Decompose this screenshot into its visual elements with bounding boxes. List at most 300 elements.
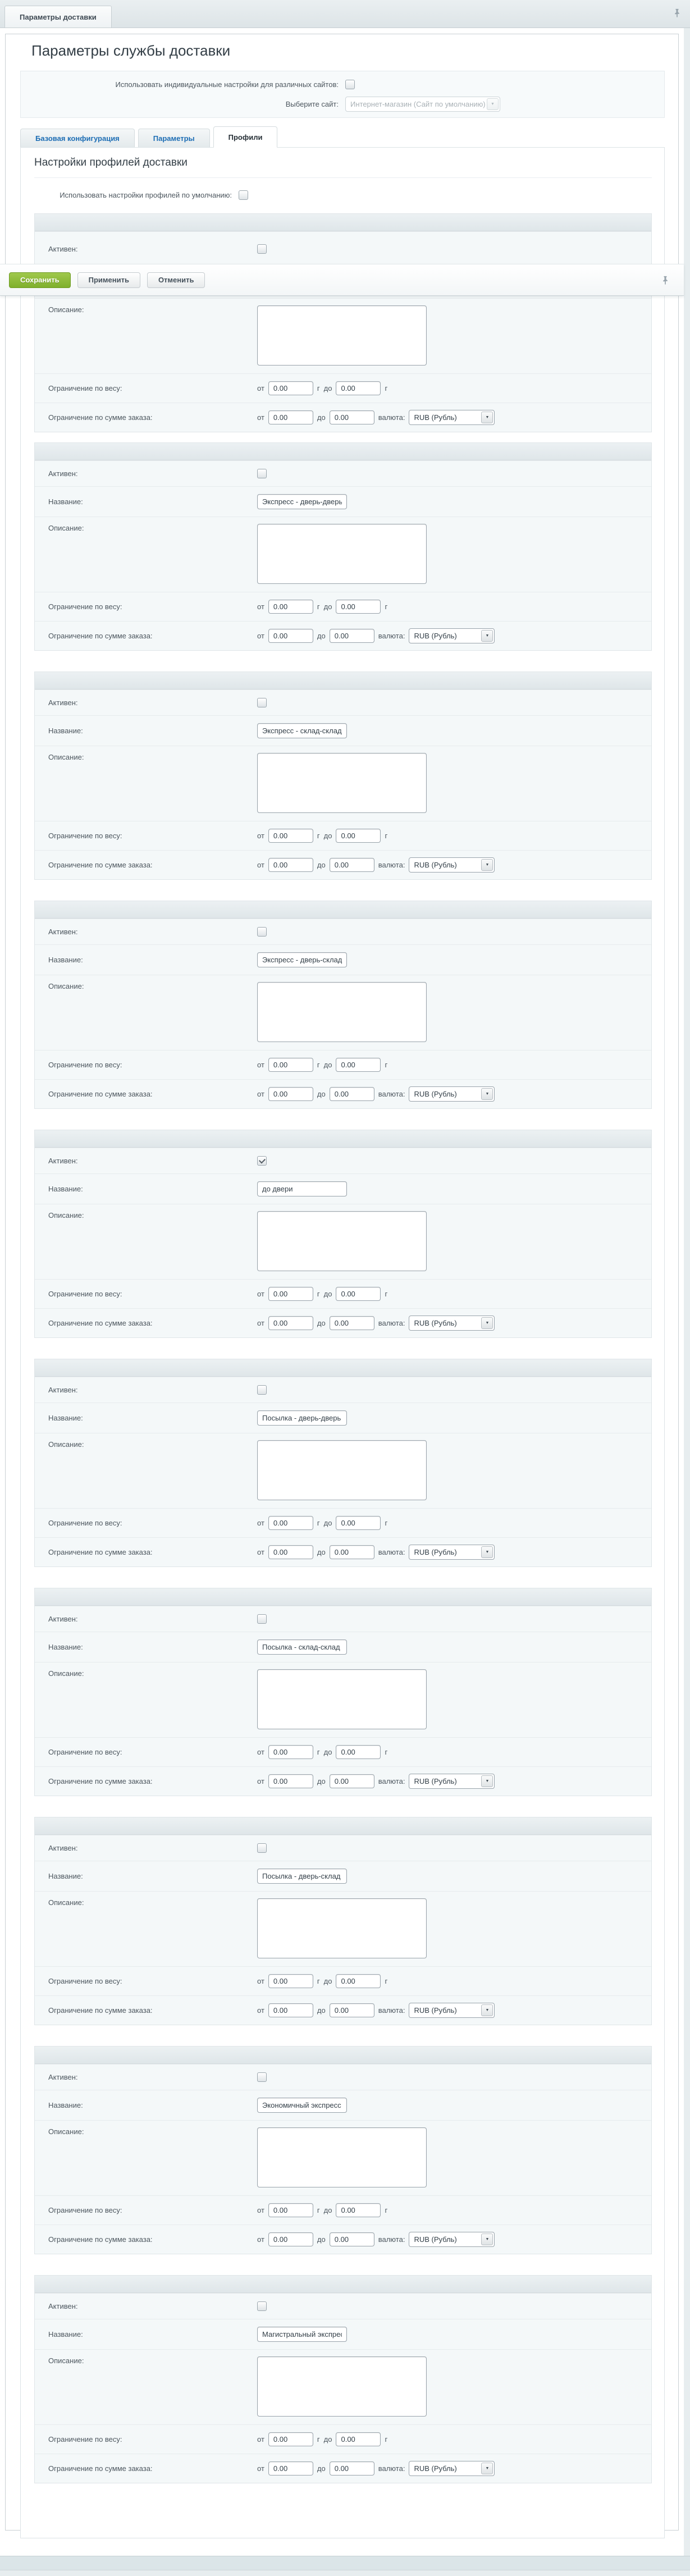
weight-label: Ограничение по весу:	[48, 1977, 122, 1985]
sum-to-input[interactable]	[330, 1545, 374, 1559]
profiles-list	[34, 213, 652, 2483]
weight-unit-label: г	[317, 384, 320, 392]
profile-description-row	[35, 517, 651, 592]
profile-description-textarea[interactable]	[257, 305, 427, 366]
to-label: до	[317, 1090, 326, 1098]
weight-from-input[interactable]	[268, 1287, 313, 1301]
profile-defaults-row	[21, 178, 664, 212]
profile-description-textarea[interactable]	[257, 524, 427, 584]
currency-select-value: RUB (Рубль)	[414, 1090, 457, 1098]
sum-to-input[interactable]	[330, 629, 374, 643]
profile-name-input[interactable]	[257, 1181, 347, 1196]
to-label: до	[317, 1319, 326, 1327]
profile-section	[34, 901, 652, 1109]
order-sum-label: Ограничение по сумме заказа:	[48, 1319, 153, 1327]
to-label: до	[317, 861, 326, 869]
weight-from-input[interactable]	[268, 2432, 313, 2446]
profile-order-sum-row	[35, 1766, 651, 1796]
weight-to-input[interactable]	[336, 381, 381, 395]
sum-from-input[interactable]	[268, 2461, 313, 2475]
top-tab-delivery-params[interactable]	[4, 6, 112, 28]
profile-weight-row	[35, 1279, 651, 1308]
weight-unit-label: г	[385, 832, 388, 840]
active-label: Активен:	[48, 1615, 78, 1623]
individual-settings-checkbox[interactable]	[345, 80, 355, 89]
order-sum-label: Ограничение по сумме заказа:	[48, 2235, 153, 2244]
from-label: от	[257, 1519, 264, 1527]
currency-select[interactable]	[409, 628, 495, 643]
currency-select[interactable]	[409, 1316, 495, 1331]
to-label: до	[317, 2235, 326, 2244]
profile-name-row	[35, 1173, 651, 1204]
profile-order-sum-row	[35, 1995, 651, 2025]
order-sum-label: Ограничение по сумме заказа:	[48, 2464, 153, 2473]
profile-section-header	[35, 214, 651, 231]
to-label: до	[323, 602, 332, 611]
from-label: от	[257, 2206, 264, 2214]
description-label: Описание:	[48, 524, 84, 532]
active-label: Активен:	[48, 469, 78, 478]
profile-active-checkbox[interactable]	[257, 927, 267, 937]
sum-to-input[interactable]	[330, 858, 374, 872]
weight-from-input[interactable]	[268, 1058, 313, 1072]
order-sum-label: Ограничение по сумме заказа:	[48, 632, 153, 640]
chevron-down-icon: ▼	[481, 859, 493, 871]
profile-name-row	[35, 1632, 651, 1662]
from-label: от	[257, 2464, 264, 2473]
profile-description-textarea[interactable]	[257, 982, 427, 1042]
tab-profiles[interactable]: Профили	[213, 126, 278, 148]
from-label: от	[257, 2235, 264, 2244]
currency-select[interactable]	[409, 2232, 495, 2247]
weight-unit-label: г	[385, 1748, 388, 1756]
currency-label: валюта:	[378, 1777, 405, 1785]
profile-name-input[interactable]	[257, 952, 347, 967]
profile-section-header	[35, 2047, 651, 2064]
to-label: до	[317, 413, 326, 422]
weight-to-input[interactable]	[336, 1974, 381, 1988]
weight-to-input[interactable]	[336, 829, 381, 843]
name-label: Название:	[48, 1185, 83, 1193]
currency-label: валюта:	[378, 413, 405, 422]
weight-unit-label: г	[385, 1061, 388, 1069]
weight-unit-label: г	[317, 1748, 320, 1756]
order-sum-label: Ограничение по сумме заказа:	[48, 2006, 153, 2015]
to-label: до	[323, 2435, 332, 2443]
description-label: Описание:	[48, 1440, 84, 1449]
weight-from-input[interactable]	[268, 1516, 313, 1530]
profile-section-header	[35, 672, 651, 689]
name-label: Название:	[48, 1643, 83, 1651]
currency-select-value: RUB (Рубль)	[414, 861, 457, 869]
order-sum-label: Ограничение по сумме заказа:	[48, 1777, 153, 1785]
currency-select-value: RUB (Рубль)	[414, 2235, 457, 2244]
currency-select[interactable]	[409, 410, 495, 425]
name-label: Название:	[48, 727, 83, 735]
profile-active-row	[35, 2064, 651, 2090]
description-label: Описание:	[48, 1211, 84, 1220]
currency-label: валюта:	[378, 2464, 405, 2473]
from-label: от	[257, 1748, 264, 1756]
sum-to-input[interactable]	[330, 1774, 374, 1788]
profile-order-sum-row	[35, 1308, 651, 1337]
from-label: от	[257, 2006, 264, 2015]
cancel-button[interactable]: Отменить	[147, 272, 205, 288]
profile-active-checkbox[interactable]	[257, 698, 267, 707]
profile-name-row	[35, 944, 651, 975]
chevron-down-icon: ▼	[481, 1317, 493, 1329]
to-label: до	[323, 832, 332, 840]
currency-select[interactable]	[409, 2461, 495, 2476]
bottom-bar	[0, 2556, 690, 2570]
from-label: от	[257, 1319, 264, 1327]
weight-label: Ограничение по весу:	[48, 1748, 122, 1756]
chevron-down-icon: ▼	[487, 98, 499, 110]
order-sum-label: Ограничение по сумме заказа:	[48, 1548, 153, 1556]
profile-section	[34, 442, 652, 651]
profile-description-row	[35, 746, 651, 821]
from-label: от	[257, 1090, 264, 1098]
weight-unit-label: г	[385, 1519, 388, 1527]
profile-name-input[interactable]	[257, 1869, 347, 1884]
profile-active-row	[35, 1835, 651, 1861]
profile-name-row	[35, 486, 651, 517]
weight-from-input[interactable]	[268, 381, 313, 395]
weight-unit-label: г	[317, 1977, 320, 1985]
name-label: Название:	[48, 956, 83, 964]
site-select	[345, 97, 500, 112]
sum-to-input[interactable]	[330, 2232, 374, 2246]
individual-settings-row	[21, 75, 664, 94]
save-button[interactable]: Сохранить	[9, 272, 71, 288]
profile-active-row	[35, 1377, 651, 1403]
to-label: до	[317, 1548, 326, 1556]
profile-name-row	[35, 715, 651, 746]
from-label: от	[257, 384, 264, 392]
weight-to-input[interactable]	[336, 1058, 381, 1072]
currency-label: валюта:	[378, 861, 405, 869]
order-sum-label: Ограничение по сумме заказа:	[48, 413, 153, 422]
currency-select-value: RUB (Рубль)	[414, 1548, 457, 1556]
currency-label: валюта:	[378, 1090, 405, 1098]
currency-select-value: RUB (Рубль)	[414, 1777, 457, 1785]
profile-description-row	[35, 1891, 651, 1966]
sum-from-input[interactable]	[268, 2232, 313, 2246]
profile-active-checkbox[interactable]	[257, 1843, 267, 1853]
name-label: Название:	[48, 2330, 83, 2339]
sum-to-input[interactable]	[330, 1087, 374, 1101]
currency-label: валюта:	[378, 1548, 405, 1556]
site-select-value: Интернет-магазин (Сайт по умолчанию)	[350, 100, 486, 108]
active-label: Активен:	[48, 928, 78, 936]
name-label: Название:	[48, 1872, 83, 1880]
profile-name-input[interactable]	[257, 723, 347, 738]
profile-weight-row	[35, 373, 651, 403]
to-label: до	[317, 2464, 326, 2473]
currency-select-value: RUB (Рубль)	[414, 2464, 457, 2473]
profile-description-textarea[interactable]	[257, 1898, 427, 1958]
active-label: Активен:	[48, 2073, 78, 2081]
weight-from-input[interactable]	[268, 2203, 313, 2217]
sum-from-input[interactable]	[268, 1087, 313, 1101]
weight-unit-label: г	[385, 1290, 388, 1298]
weight-label: Ограничение по весу:	[48, 1519, 122, 1527]
from-label: от	[257, 2435, 264, 2443]
profile-defaults-label: Использовать настройки профилей по умолчанию:	[60, 190, 232, 199]
toolbar-pin-icon[interactable]	[661, 276, 669, 285]
site-settings-box	[20, 71, 665, 118]
weight-unit-label: г	[385, 2206, 388, 2214]
to-label: до	[323, 384, 332, 392]
weight-unit-label: г	[317, 2435, 320, 2443]
weight-to-input[interactable]	[336, 600, 381, 614]
profile-section	[34, 1359, 652, 1567]
active-label: Активен:	[48, 245, 78, 253]
chevron-down-icon: ▼	[481, 1546, 493, 1558]
profile-active-checkbox[interactable]	[257, 244, 267, 254]
individual-settings-label: Использовать индивидуальные настройки для различных сайтов:	[115, 80, 339, 89]
chevron-down-icon: ▼	[481, 1775, 493, 1787]
profile-description-textarea[interactable]	[257, 1669, 427, 1729]
active-label: Активен:	[48, 698, 78, 707]
currency-select[interactable]	[409, 1545, 495, 1560]
tab-parameters[interactable]: Параметры	[138, 129, 210, 147]
to-label: до	[323, 1519, 332, 1527]
weight-unit-label: г	[317, 1519, 320, 1527]
chevron-down-icon: ▼	[481, 2463, 493, 2474]
profile-weight-row	[35, 1508, 651, 1537]
description-label: Описание:	[48, 2127, 84, 2136]
sum-from-input[interactable]	[268, 1774, 313, 1788]
from-label: от	[257, 832, 264, 840]
profile-defaults-checkbox[interactable]	[239, 190, 248, 200]
to-label: до	[317, 1777, 326, 1785]
weight-label: Ограничение по весу:	[48, 1290, 122, 1298]
site-select-row	[21, 94, 664, 114]
chevron-down-icon: ▼	[481, 630, 493, 642]
to-label: до	[323, 2206, 332, 2214]
profile-active-row	[35, 689, 651, 715]
page-title: Параметры службы доставки	[31, 42, 231, 59]
weight-label: Ограничение по весу:	[48, 602, 122, 611]
profile-section	[34, 2046, 652, 2254]
weight-unit-label: г	[385, 1977, 388, 1985]
profile-active-row	[35, 919, 651, 944]
sum-to-input[interactable]	[330, 2003, 374, 2017]
active-label: Активен:	[48, 2302, 78, 2310]
profile-active-row	[35, 2293, 651, 2319]
profile-section	[34, 1588, 652, 1796]
profile-active-checkbox[interactable]	[257, 1614, 267, 1624]
currency-label: валюта:	[378, 2235, 405, 2244]
from-label: от	[257, 1548, 264, 1556]
profile-name-input[interactable]	[257, 1639, 347, 1655]
weight-unit-label: г	[385, 384, 388, 392]
to-label: до	[323, 1290, 332, 1298]
profile-active-row	[35, 460, 651, 486]
profiles-tab-content	[20, 147, 665, 2538]
profile-description-textarea[interactable]	[257, 753, 427, 813]
profile-section-header	[35, 1588, 651, 1606]
profile-description-row	[35, 1433, 651, 1508]
profile-section	[34, 672, 652, 880]
weight-label: Ограничение по весу:	[48, 832, 122, 840]
profile-name-input[interactable]	[257, 2098, 347, 2113]
from-label: от	[257, 632, 264, 640]
profile-name-row	[35, 2319, 651, 2349]
currency-select-value: RUB (Рубль)	[414, 632, 457, 640]
to-label: до	[323, 1061, 332, 1069]
chevron-down-icon: ▼	[481, 2004, 493, 2016]
currency-select[interactable]	[409, 1774, 495, 1789]
sum-to-input[interactable]	[330, 2461, 374, 2475]
profile-weight-row	[35, 2424, 651, 2454]
profile-section	[34, 1130, 652, 1338]
weight-unit-label: г	[317, 1061, 320, 1069]
site-select-label: Выберите сайт:	[285, 100, 339, 108]
weight-from-input[interactable]	[268, 829, 313, 843]
profile-active-row	[35, 231, 651, 266]
currency-label: валюта:	[378, 2006, 405, 2015]
profile-weight-row	[35, 821, 651, 850]
profile-active-checkbox[interactable]	[257, 2072, 267, 2082]
profile-description-textarea[interactable]	[257, 2356, 427, 2417]
sum-from-input[interactable]	[268, 1545, 313, 1559]
currency-select-value: RUB (Рубль)	[414, 2006, 457, 2015]
weight-label: Ограничение по весу:	[48, 384, 122, 392]
to-label: до	[323, 1977, 332, 1985]
sum-to-input[interactable]	[330, 410, 374, 424]
profile-description-row	[35, 975, 651, 1050]
weight-unit-label: г	[317, 1290, 320, 1298]
name-label: Название:	[48, 497, 83, 506]
weight-unit-label: г	[385, 2435, 388, 2443]
profile-active-checkbox[interactable]	[257, 1156, 267, 1166]
profile-order-sum-row	[35, 621, 651, 650]
profile-order-sum-row	[35, 850, 651, 879]
profiles-heading: Настройки профилей доставки	[34, 157, 652, 178]
currency-select[interactable]	[409, 1086, 495, 1102]
profile-order-sum-row	[35, 2225, 651, 2254]
description-label: Описание:	[48, 982, 84, 990]
sum-from-input[interactable]	[268, 2003, 313, 2017]
profile-name-row	[35, 1861, 651, 1891]
profile-name-row	[35, 1403, 651, 1433]
profile-weight-row	[35, 1966, 651, 1995]
top-tab-label: Параметры доставки	[20, 12, 97, 21]
weight-to-input[interactable]	[336, 1287, 381, 1301]
from-label: от	[257, 1977, 264, 1985]
from-label: от	[257, 861, 264, 869]
sum-from-input[interactable]	[268, 629, 313, 643]
sum-to-input[interactable]	[330, 1316, 374, 1330]
weight-from-input[interactable]	[268, 1745, 313, 1759]
from-label: от	[257, 1290, 264, 1298]
profile-active-row	[35, 1148, 651, 1173]
weight-to-input[interactable]	[336, 2203, 381, 2217]
weight-label: Ограничение по весу:	[48, 1061, 122, 1069]
profile-section-header	[35, 1817, 651, 1835]
currency-select-value: RUB (Рубль)	[414, 1319, 457, 1327]
currency-select[interactable]	[409, 857, 495, 873]
profile-order-sum-row	[35, 1079, 651, 1108]
name-label: Название:	[48, 1414, 83, 1422]
description-label: Описание:	[48, 753, 84, 761]
profile-description-textarea[interactable]	[257, 1440, 427, 1500]
weight-to-input[interactable]	[336, 2432, 381, 2446]
description-label: Описание:	[48, 2356, 84, 2365]
description-label: Описание:	[48, 1669, 84, 1678]
profile-section-header	[35, 2276, 651, 2293]
weight-unit-label: г	[385, 602, 388, 611]
profile-description-textarea[interactable]	[257, 2127, 427, 2187]
profile-section-header	[35, 901, 651, 919]
order-sum-label: Ограничение по сумме заказа:	[48, 861, 153, 869]
chevron-down-icon: ▼	[481, 1088, 493, 1100]
to-label: до	[317, 2006, 326, 2015]
chevron-down-icon: ▼	[481, 412, 493, 423]
weight-unit-label: г	[317, 832, 320, 840]
sum-from-input[interactable]	[268, 1316, 313, 1330]
currency-select[interactable]	[409, 2003, 495, 2018]
order-sum-label: Ограничение по сумме заказа:	[48, 1090, 153, 1098]
profile-description-row	[35, 298, 651, 373]
weight-from-input[interactable]	[268, 1974, 313, 1988]
from-label: от	[257, 1061, 264, 1069]
profile-description-row	[35, 2349, 651, 2424]
profile-order-sum-row	[35, 1537, 651, 1566]
active-label: Активен:	[48, 1386, 78, 1394]
profile-name-row	[35, 2090, 651, 2120]
profile-active-checkbox[interactable]	[257, 1385, 267, 1395]
profile-name-input[interactable]	[257, 2327, 347, 2342]
description-label: Описание:	[48, 1898, 84, 1907]
profile-description-row	[35, 1662, 651, 1737]
profile-section	[34, 213, 652, 432]
profile-order-sum-row	[35, 403, 651, 432]
chevron-down-icon: ▼	[481, 2234, 493, 2245]
from-label: от	[257, 602, 264, 611]
profile-weight-row	[35, 1050, 651, 1079]
profile-description-row	[35, 1204, 651, 1279]
weight-to-input[interactable]	[336, 1516, 381, 1530]
profile-name-input[interactable]	[257, 494, 347, 509]
sum-from-input[interactable]	[268, 410, 313, 424]
tab-base-configuration[interactable]: Базовая конфигурация	[20, 129, 135, 147]
currency-label: валюта:	[378, 1319, 405, 1327]
profile-active-row	[35, 1606, 651, 1632]
apply-button[interactable]: Применить	[77, 272, 140, 288]
top-tab-bar	[0, 0, 690, 28]
pin-icon[interactable]	[673, 8, 681, 18]
profile-section	[34, 1817, 652, 2025]
weight-from-input[interactable]	[268, 600, 313, 614]
description-label: Описание:	[48, 305, 84, 314]
action-toolbar	[0, 264, 684, 296]
profile-description-textarea[interactable]	[257, 1211, 427, 1271]
profile-section-header	[35, 443, 651, 460]
profile-name-input[interactable]	[257, 1410, 347, 1426]
sum-from-input[interactable]	[268, 858, 313, 872]
currency-label: валюта:	[378, 632, 405, 640]
active-label: Активен:	[48, 1157, 78, 1165]
profile-active-checkbox[interactable]	[257, 469, 267, 478]
active-label: Активен:	[48, 1844, 78, 1852]
profile-active-checkbox[interactable]	[257, 2301, 267, 2311]
weight-to-input[interactable]	[336, 1745, 381, 1759]
delivery-settings-panel	[5, 34, 679, 2531]
profile-section	[34, 2275, 652, 2483]
